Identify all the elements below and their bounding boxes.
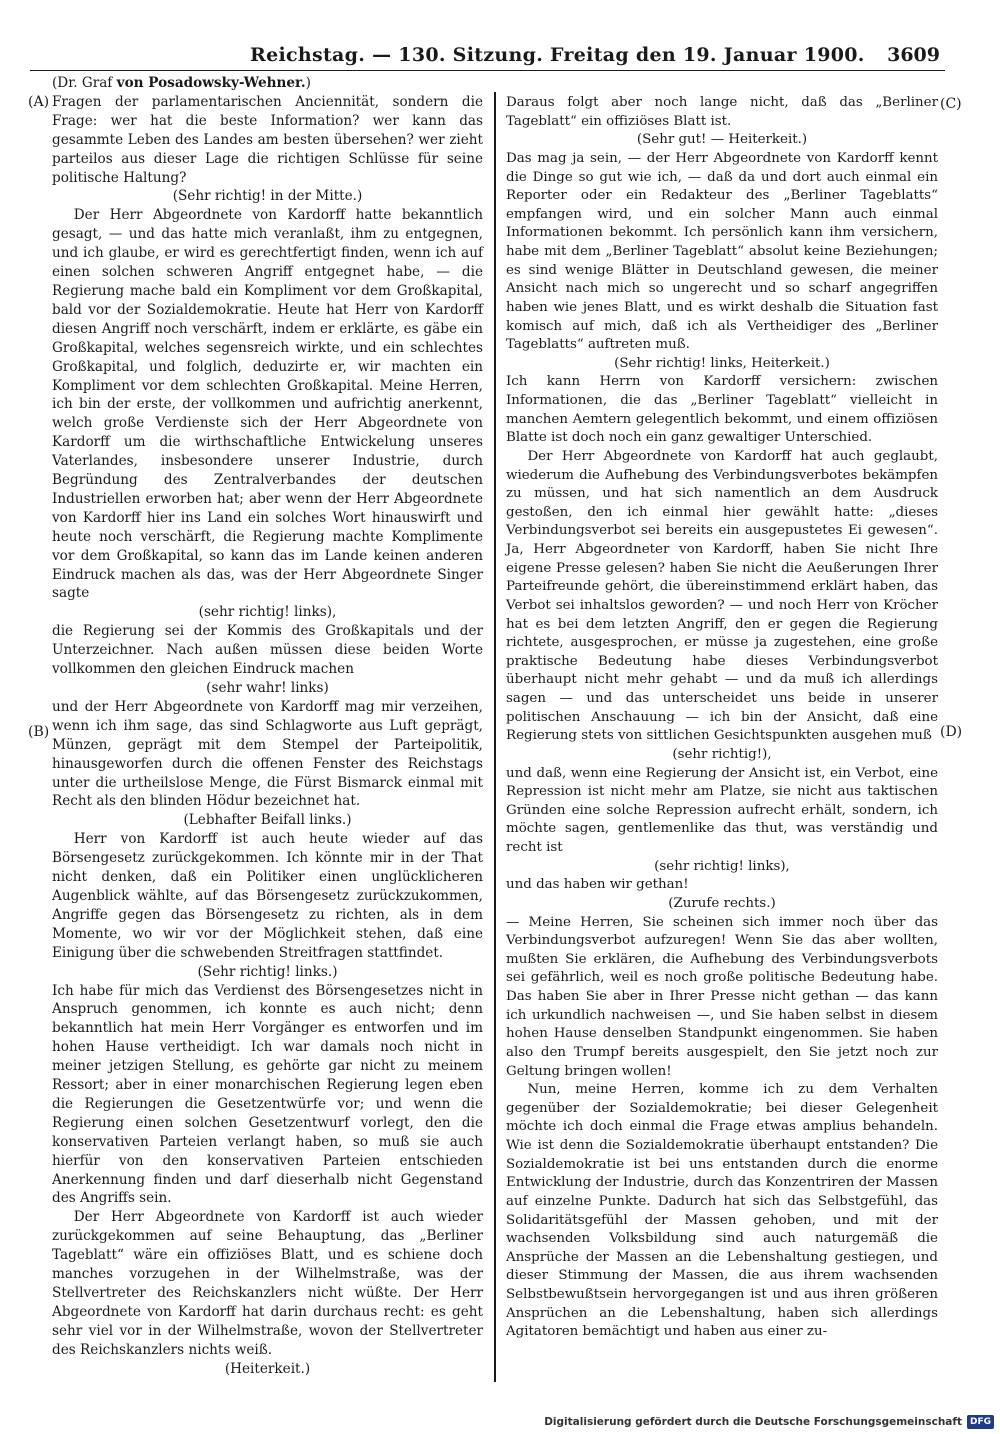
interjection: (sehr richtig!), xyxy=(672,746,772,762)
interjection: (sehr richtig! links), xyxy=(198,604,337,621)
paragraph: Daraus folgt aber noch lange nicht, daß das „Berliner Tageblatt“ ein offiziöses Blatt ist. xyxy=(506,95,938,129)
paragraph: und der Herr Abgeordnete von Kardorff mag mir verzeihen, wenn ich ihm sage, das sind Schlagworte aus Luft geprägt, Münzen, geprägt mit dem Stempel der Parteipolitik, hinausgeworfen durch die offenen Fenster des Reichstags unter die urtheilslose Menge, die Fürst Bismarck einmal mit Recht als den blinden Hödur bezeichnet hat. xyxy=(52,698,483,810)
interjection: (Lebhafter Beifall links.) xyxy=(183,812,352,829)
running-header xyxy=(250,40,940,70)
paragraph: Herr von Kardorff ist auch heute wieder auf das Börsengesetz zurückgekommen. Ich könnte mir in der That nicht denken, daß ein Politiker einen unglücklicheren Augenblick wählte, auf das Börsengesetz zurückzukommen, Angriffe gegen das Börsengesetz zu richten, als in dem Momente, wo wir vor der Möglichkeit stehen, daß eine Einigung über die schwebenden Streitfragen stattfindet. xyxy=(52,831,483,961)
credit-text: Digitalisierung gefördert durch die Deutsche Forschungsgemeinschaft xyxy=(544,1416,962,1428)
margin-mark-b: (B) xyxy=(28,724,50,740)
margin-mark-d: (D) xyxy=(940,724,963,740)
header-title: Reichstag. — 130. Sitzung. Freitag den 19. Januar 1900. xyxy=(250,44,865,66)
paragraph: Fragen der parlamentarischen Anciennität, sondern die Frage: wer hat die beste Information? wer kann das gesammte Leben des Landes am besten übersehen? wer zieht parteilos aus dieser Lage die richtigen Schlüsse für seine politische Haltung? xyxy=(52,93,483,186)
interjection: (Sehr gut! — Heiterkeit.) xyxy=(636,132,808,148)
margin-mark-a: (A) xyxy=(28,94,50,110)
margin-mark-c: (C) xyxy=(940,96,962,112)
left-column xyxy=(52,74,483,1379)
header-rule xyxy=(30,70,945,71)
paragraph: Der Herr Abgeordnete von Kardorff hat auch geglaubt, wiederum die Aufhebung des Verbindungsverbotes bekämpfen zu müssen, und hat sich namentlich an dem Ausdruck gestoßen, den ich einmal hier gewählt hatte: „dieses Verbindungsverbot sei bereits ein ausgepustetes Ei gewesen“. Ja, Herr Abgeordneter von Kardorff, haben Sie nicht Ihre eigene Presse gelesen? haben Sie nicht die Aeußerungen Ihrer Parteifreunde gehört, die übereinstimmend erklärt haben, das Verbot sei inhaltslos geworden? — und noch Herr von Kröcher hat es bei dem letzten Angriff, den er gegen die Regierung richtete, ausgesprochen, er müsse ja zugestehen, eine große praktische Bedeutung habe dieses Verbindungsverbot überhaupt nicht mehr gehabt — und da muß ich allerdings sagen — und das unterscheidet uns beide in unserer politischen Anschauung — ich bin der Ansicht, daß eine Regierung stets von sittlichen Gesichtspunkten ausgehen muß xyxy=(506,448,938,744)
paragraph: die Regierung sei der Kommis des Großkapitals und der Unterzeichner. Nach außen müssen diese beiden Worte vollkommen den gleichen Eindruck machen xyxy=(52,623,483,678)
paragraph: und daß, wenn eine Regierung der Ansicht ist, ein Verbot, eine Repression ist nicht mehr am Platze, sie nicht aus taktischen Gründen eine solche Repression aufrecht erhält, sondern, ich möchte sagen, gentlemenlike das thut, was verständig und recht ist xyxy=(506,765,938,855)
speaker-name: von Posadowsky-Wehner. xyxy=(116,75,306,91)
paragraph: Ich habe für mich das Verdienst des Börsengesetzes nicht in Anspruch genommen, ich konnte es auch nicht; denn bekanntlich hat mein Herr Vorgänger es entworfen und im hohen Hause vertheidigt. Ich war damals noch nicht in meiner jetzigen Stellung, es gehörte gar nicht zu meinem Ressort; aber in einer monarchischen Regierung legen eben die Regierungen die Gesetzentwürfe vor; und wenn die Regierung einen solchen Gesetzentwurf vorlegt, den die konservativen Parteien verlangt haben, so muß sie auch hierfür von den konservativen Parteien entschieden Anerkennung finden und darf dieserhalb nicht Gegenstand des Angriffs sein. xyxy=(52,982,483,1207)
interjection: (Sehr richtig! links, Heiterkeit.) xyxy=(614,355,830,371)
interjection: (Sehr richtig! in der Mitte.) xyxy=(172,188,363,205)
speaker-byline xyxy=(52,74,483,93)
dfg-logo-icon: DFG xyxy=(967,1415,994,1429)
paragraph: — Meine Herren, Sie scheinen sich immer noch über das Verbindungsverbot aufzuregen! Wenn Sie das aber wollten, mußten Sie erklären, die Aufhebung des Verbindungsverbots sei gefährlich, weil es noch große politische Bedeutung habe. Das haben Sie aber in Ihrer Presse nicht gethan — das kann ich urkundlich nachweisen —, und Sie haben selbst in diesem hohen Hause denselben Standpunkt eingenommen. Sie haben also den Trumpf bereits ausgespielt, den Sie jetzt noch zur Geltung bringen wollen! xyxy=(506,914,938,1079)
paragraph: Der Herr Abgeordnete von Kardorff ist auch wieder zurückgekommen auf seine Behauptung, das „Berliner Tageblatt“ wäre ein offiziöses Blatt, und es schiene doch manches vorzugehen in der Wilhelmstraße, was der Stellvertreter des Reichskanzlers nicht wüßte. Der Herr Abgeordnete von Kardorff hat darin durchaus recht: es geht sehr viel vor in der Wilhelmstraße, wovon der Stellvertreter des Reichskanzlers nichts weiß. xyxy=(52,1209,483,1358)
paragraph: Das mag ja sein, — der Herr Abgeordnete von Kardorff kennt die Dinge so gut wie ich, — daß da und dort auch einmal ein Reporter oder ein Redakteur des „Berliner Tageblatts“ empfangen wird, und ein solcher Mann auch einmal Informationen bekommt. Ich persönlich kann ihm versichern, habe mit dem „Berliner Tageblatt“ absolut keine Beziehungen; es sind wenige Blätter in Deutschland gewesen, die meiner Ansicht nach mich so ungerecht und so scharf angegriffen haben wie jenes Blatt, und es wirkt deshalb die Situation fast komisch auf mich, daß ich als Vertheidiger des „Berliner Tageblatts“ auftreten muß. xyxy=(506,150,938,353)
digitization-credit xyxy=(544,1414,994,1430)
interjection: (Heiterkeit.) xyxy=(224,1360,311,1377)
interjection: (Zurufe rechts.) xyxy=(668,895,776,911)
interjection: (sehr wahr! links) xyxy=(206,680,329,696)
page-number: 3609 xyxy=(887,44,940,66)
interjection: (sehr richtig! links), xyxy=(654,858,790,874)
byline-suffix: ) xyxy=(305,75,311,91)
paragraph: Ich kann Herrn von Kardorff versichern: zwischen Informationen, die das „Berliner Tageblatt“ vielleicht in manchen Aemtern gelegentlich bekommt, und einem offiziösen Blatte ist doch noch ein ganz gewaltiger Unterschied. xyxy=(506,374,938,446)
byline-prefix: (Dr. Graf xyxy=(52,75,117,91)
paragraph: Der Herr Abgeordnete von Kardorff hatte bekanntlich gesagt, — und das hatte mich veranlaßt, ihm zu entgegnen, und ich glaube, er wird es gerechtfertigt finden, wenn ich auf einen solchen schweren Angriff entgegnet habe, — die Regierung mache bald ein Kompliment vor dem Großkapital, bald vor der Sozialdemokratie. Heute hat Herr von Kardorff diesen Angriff noch verschärft, indem er erklärte, es gäbe ein Großkapital, welches segensreich wirkte, und ein schlechtes Großkapital, und folglich, deduzirte er, wir machten ein Kompliment vor dem schlechten Großkapital. Meine Herren, ich bin der erste, der vollkommen und aufrichtig anerkennt, welch große Verdienste sich der Herr Abgeordnete von Kardorff um die wirthschaftliche Entwickelung unseres Vaterlandes, insbesondere unserer Industrie, durch Begründung des Zentralverbandes der deutschen Industriellen erworben hat; aber wenn der Herr Abgeordnete von Kardorff hier ins Land ein solches Wort hinauswirft und heute noch verschärft, die Regierung machte Komplimente vor dem Großkapital, so kann das im Lande keinen anderen Eindruck machen als das, was der Herr Abgeordnete Singer sagte xyxy=(52,207,483,602)
column-divider xyxy=(494,92,496,1382)
paragraph: und das haben wir gethan! xyxy=(506,877,689,893)
paragraph: Nun, meine Herren, komme ich zu dem Verhalten gegenüber der Sozialdemokratie; bei dieser Gelegenheit möchte ich doch einmal die Frage etwas amplius behandeln. Wie ist denn die Sozialdemokratie überhaupt entstanden? Die Sozialdemokratie ist bei uns entstanden durch die enorme Entwicklung der Industrie, durch das Konzentriren der Massen auf einzelne Punkte. Dadurch hat sich das Selbstgefühl, das Solidaritätsgefühl der Massen gehoben, und mit der wachsenden Volksbildung sind auch naturgemäß die Ansprüche der Massen an die Lebenshaltung gestiegen, und dieser Stimmung der Massen, die aus ihrem wachsenden Selbstbewußtsein hervorgegangen ist und aus ihren größeren Ansprüchen an die Lebenshaltung, haben sich allerdings Agitatoren bemächtigt und haben aus einer zu- xyxy=(506,1082,938,1340)
interjection: (Sehr richtig! links.) xyxy=(197,963,338,980)
right-column xyxy=(506,94,938,1342)
